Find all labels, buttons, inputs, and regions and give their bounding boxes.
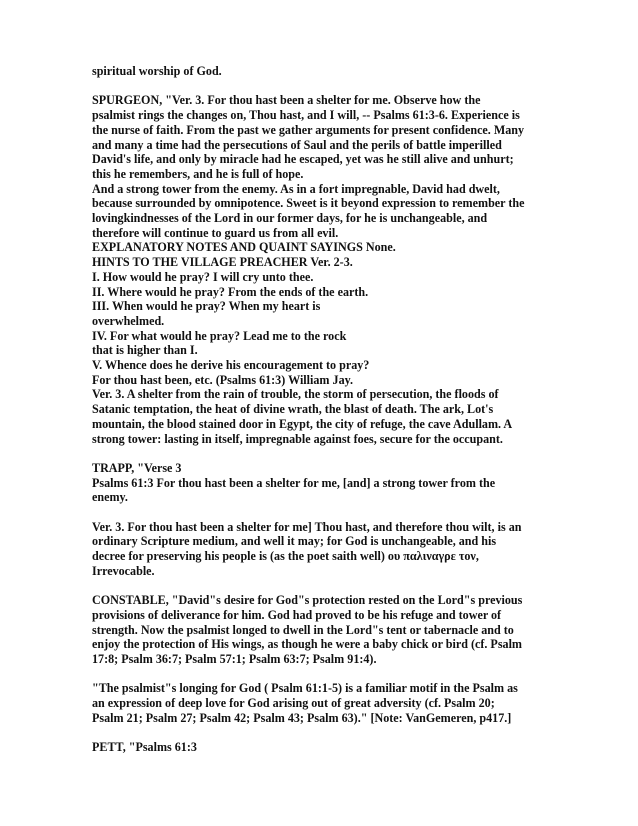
text-line: TRAPP, "Verse 3	[92, 460, 182, 475]
text-line: For thou hast been, etc. (Psalms 61:3) William Jay.	[92, 372, 354, 387]
text-line: ordinary Scripture medium, and well it may; for God is unchangeable, and his	[92, 534, 497, 549]
paragraph-gap	[92, 726, 592, 741]
text-line: PETT, "Psalms 61:3	[92, 740, 197, 755]
text-line: and many a time had the persecutions of Saul and the perils of battle imperilled	[92, 137, 502, 152]
text-line: 17:8; Psalm 36:7; Psalm 57:1; Psalm 63:7; Psalm 91:4).	[92, 652, 377, 667]
paragraph-gap	[92, 667, 592, 682]
text-line: HINTS TO THE VILLAGE PREACHER Ver. 2-3.	[92, 255, 353, 270]
text-line: because surrounded by omnipotence. Sweet is it beyond expression to remember the	[92, 196, 525, 211]
text-line: "The psalmist"s longing for God ( Psalm 61:1-5) is a familiar motif in the Psalm as	[92, 681, 518, 696]
text-line: this he remembers, and he is full of hope.	[92, 166, 304, 181]
text-line: Ver. 3. A shelter from the rain of trouble, the storm of persecution, the floods of	[92, 387, 499, 402]
text-line: strength. Now the psalmist longed to dwell in the Lord"s tent or tabernacle and to	[92, 622, 514, 637]
text-line: III. When would he pray? When my heart is	[92, 299, 321, 314]
text-line: decree for preserving his people is (as the poet saith well) ου παλιναγρε τον,	[92, 549, 479, 564]
text-line: mountain, the blood stained door in Egypt, the city of refuge, the cave Adullam. A	[92, 416, 513, 431]
text-line: EXPLANATORY NOTES AND QUAINT SAYINGS None.	[92, 240, 396, 255]
text-line: strong tower: lasting in itself, impregnable against foes, secure for the occupant.	[92, 431, 503, 446]
paragraph-gap	[92, 79, 592, 94]
text-line: enemy.	[92, 490, 128, 505]
text-line: V. Whence does he derive his encouragement to pray?	[92, 358, 370, 373]
text-line: And a strong tower from the enemy. As in a fort impregnable, David had dwelt,	[92, 181, 500, 196]
text-line: lovingkindnesses of the Lord in our former days, for he is unchangeable, and	[92, 211, 488, 226]
paragraph-gap	[92, 505, 592, 520]
text-line: Satanic temptation, the heat of divine wrath, the blast of death. The ark, Lot's	[92, 402, 494, 417]
text-line: an expression of deep love for God arising out of great adversity (cf. Psalm 20;	[92, 696, 495, 711]
text-line: II. Where would he pray? From the ends of the earth.	[92, 284, 369, 299]
paragraph	[92, 461, 592, 505]
paragraph-gap	[92, 579, 592, 594]
paragraph	[92, 520, 592, 579]
text-line: the nurse of faith. From the past we gather arguments for present confidence. Many	[92, 122, 525, 137]
text-line: spiritual worship of God.	[92, 64, 222, 78]
text-line: Psalm 21; Psalm 27; Psalm 42; Psalm 43; Psalm 63)." [Note: VanGemeren, p417.]	[92, 710, 512, 725]
text-line: David's life, and only by miracle had he escaped, yet was he still alive and unhurt;	[92, 152, 514, 167]
text-line: Psalms 61:3 For thou hast been a shelter for me, [and] a strong tower from the	[92, 475, 496, 490]
text-line: I. How would he pray? I will cry unto thee.	[92, 269, 314, 284]
text-line: overwhelmed.	[92, 313, 165, 328]
text-line: therefore will continue to guard us from all evil.	[92, 225, 339, 240]
paragraph-gap	[92, 446, 592, 461]
text-line: Irrevocable.	[92, 563, 155, 578]
text-line: provisions of deliverance for him. God had proved to be his refuge and tower of	[92, 607, 502, 622]
paragraph	[92, 740, 592, 755]
document-page	[92, 64, 592, 755]
text-line: enjoy the protection of His wings, as though he were a baby chick or bird (cf. Psalm	[92, 637, 523, 652]
text-line: CONSTABLE, "David"s desire for God"s protection rested on the Lord"s previous	[92, 593, 523, 608]
text-line: IV. For what would he pray? Lead me to the rock	[92, 328, 347, 343]
text-line: psalmist rings the changes on, Thou hast, and I will, -- Psalms 61:3-6. Experience is	[92, 108, 520, 123]
paragraph	[92, 64, 592, 79]
text-line: SPURGEON, "Ver. 3. For thou hast been a shelter for me. Observe how the	[92, 93, 481, 108]
paragraph	[92, 93, 592, 446]
text-line: Ver. 3. For thou hast been a shelter for me] Thou hast, and therefore thou wilt, is an	[92, 519, 522, 534]
paragraph	[92, 593, 592, 667]
paragraph	[92, 681, 592, 725]
document-body	[92, 64, 592, 755]
text-line: that is higher than I.	[92, 343, 198, 358]
